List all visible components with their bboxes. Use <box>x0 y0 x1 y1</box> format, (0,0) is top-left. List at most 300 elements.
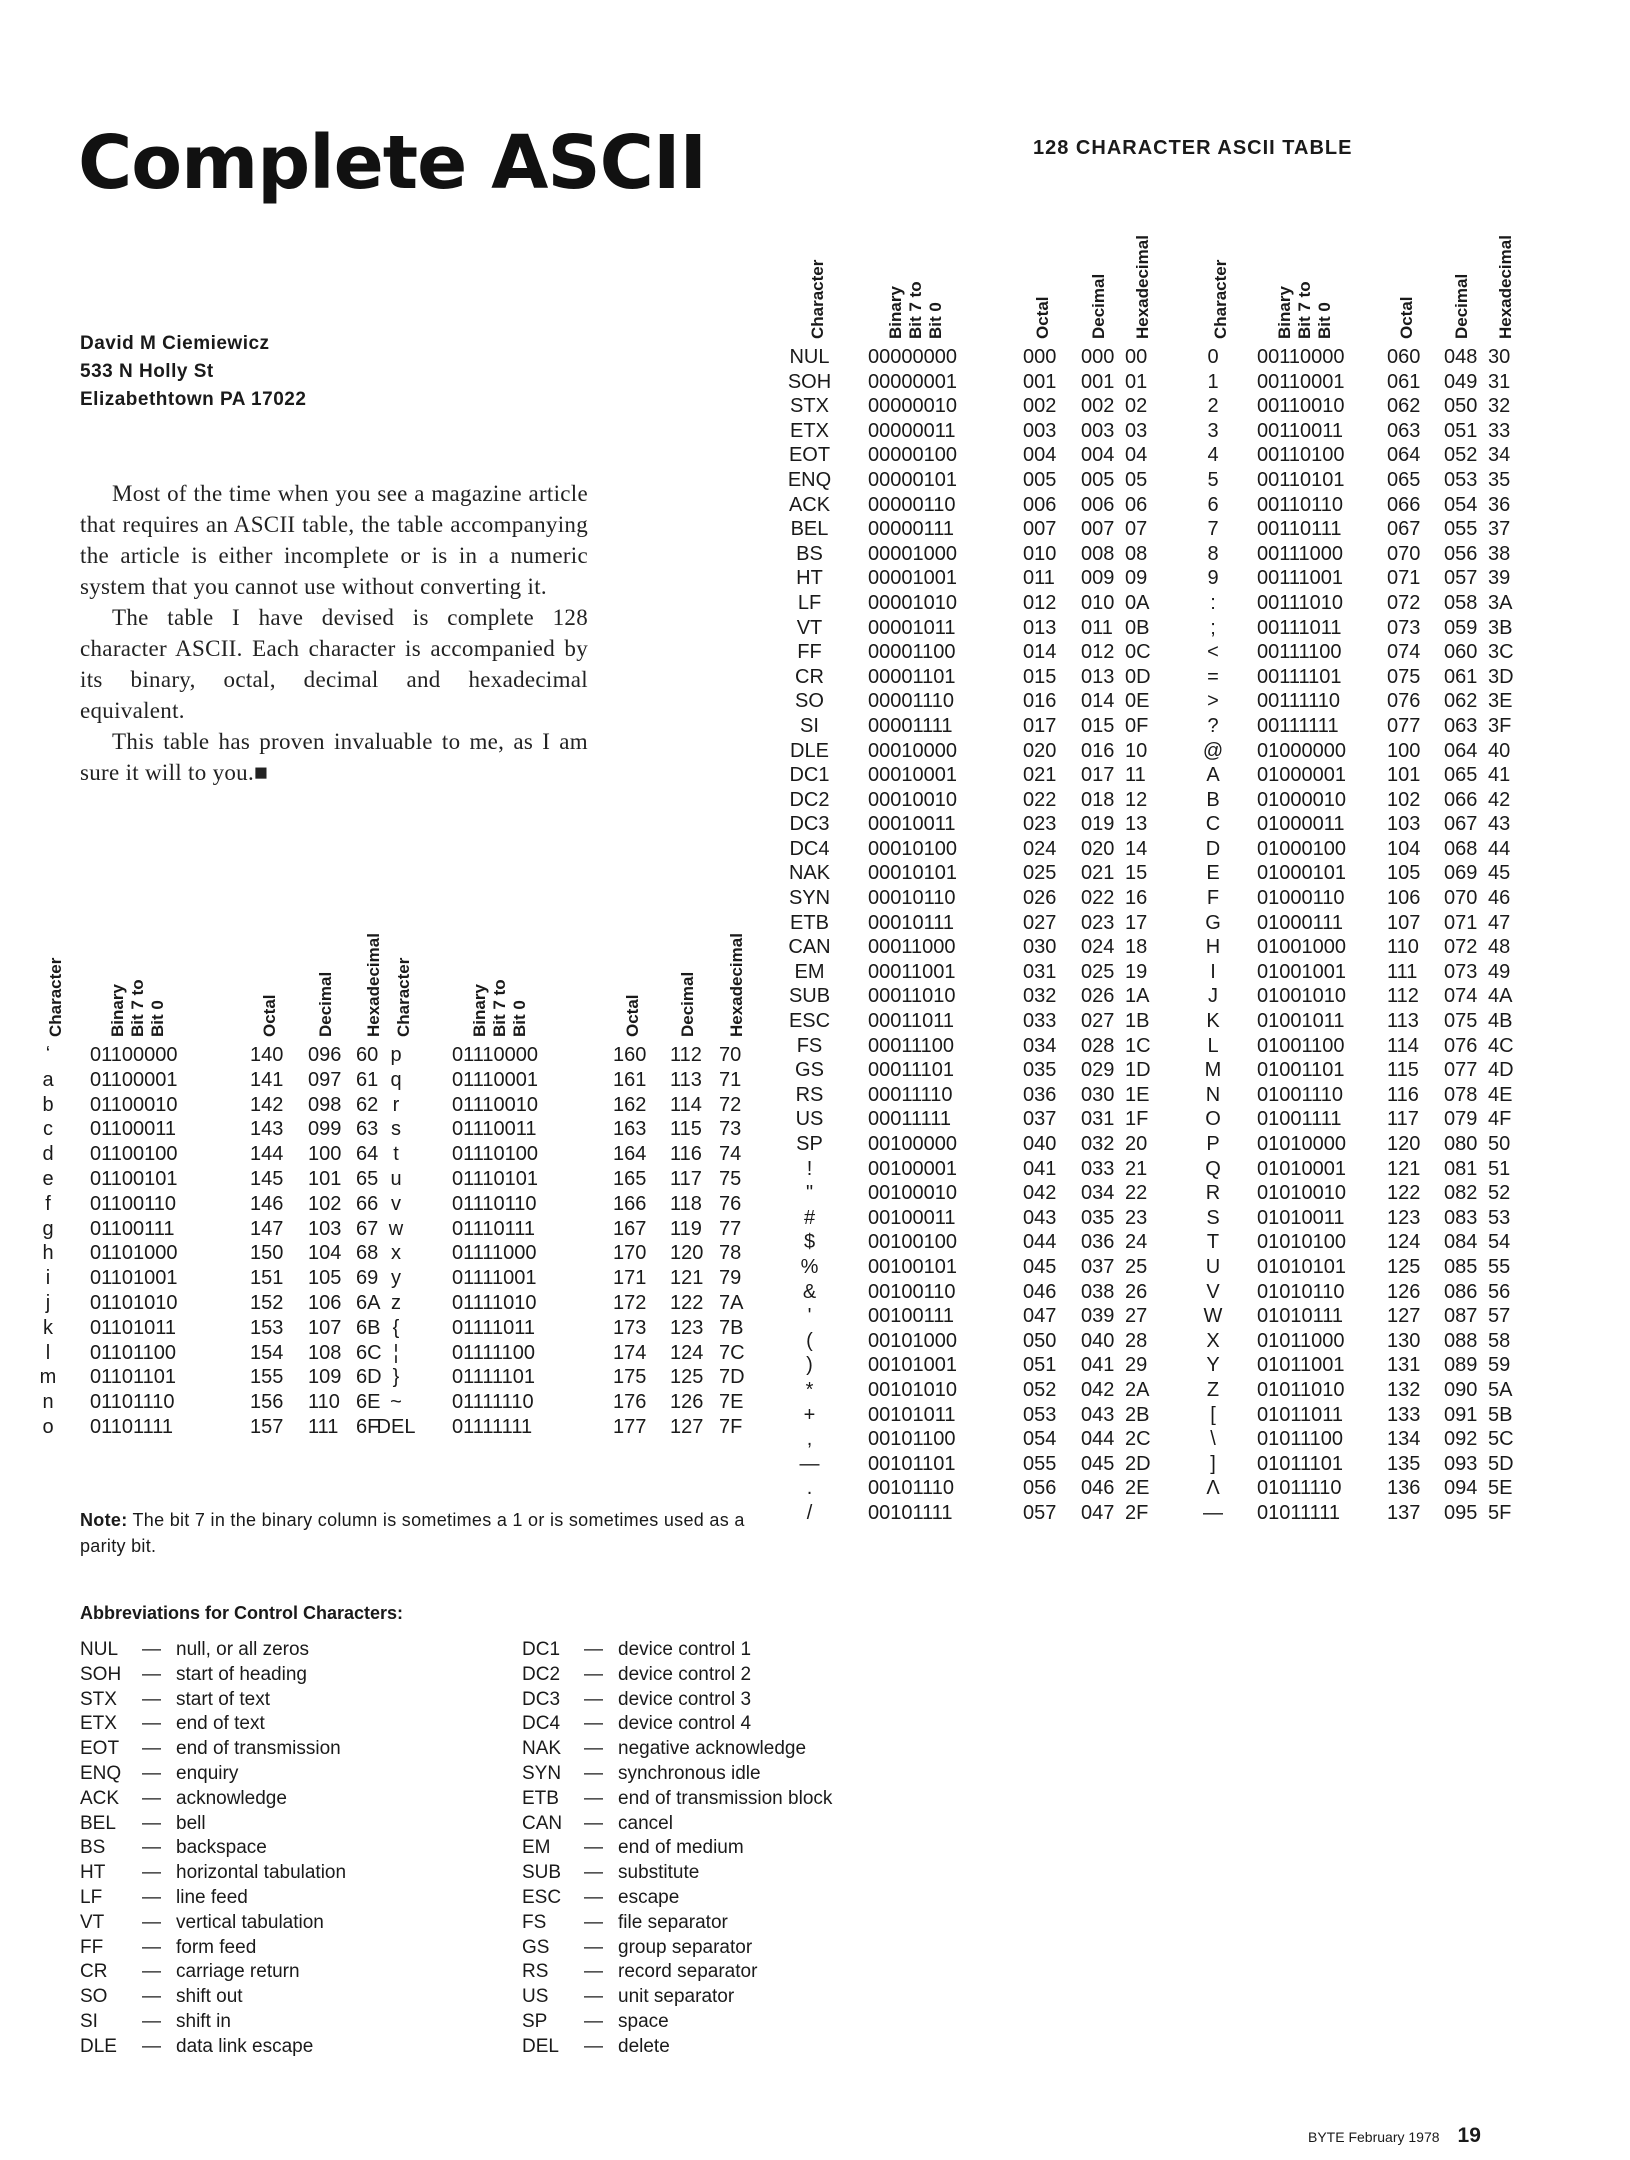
cell-hexadecimal: 45 <box>1488 862 1511 885</box>
ascii-row <box>16 1192 396 1217</box>
cell-octal: 111 <box>1387 960 1418 983</box>
cell-octal: 133 <box>1387 1403 1421 1426</box>
cell-binary: 00100111 <box>868 1305 955 1328</box>
column-header-character: Character <box>1211 259 1230 339</box>
cell-octal: 077 <box>1387 714 1421 737</box>
ascii-row <box>761 419 1165 444</box>
ascii-row <box>761 739 1165 764</box>
cell-decimal: 103 <box>308 1217 342 1240</box>
ascii-row <box>1179 1058 1528 1083</box>
cell-decimal: 124 <box>670 1341 704 1364</box>
cell-hexadecimal: 6D <box>356 1366 382 1389</box>
cell-binary: 01000100 <box>1257 837 1346 860</box>
abbreviation-row <box>80 1911 346 1936</box>
cell-character: I <box>1210 960 1216 983</box>
cell-character: B <box>1206 788 1220 811</box>
author-street: 533 N Holly St <box>80 361 214 382</box>
cell-hexadecimal: 05 <box>1125 468 1148 491</box>
cell-octal: 043 <box>1023 1206 1057 1229</box>
abbreviation-dash: — <box>584 1762 603 1784</box>
cell-character: V <box>1206 1280 1220 1303</box>
cell-binary: 00101000 <box>868 1329 957 1352</box>
cell-binary: 01000010 <box>1257 788 1346 811</box>
column-header-octal: Octal <box>1397 296 1416 339</box>
ascii-row <box>761 714 1165 739</box>
abbreviation-row <box>522 1911 832 1936</box>
cell-hexadecimal: 3B <box>1488 616 1513 639</box>
cell-hexadecimal: 39 <box>1488 567 1511 590</box>
cell-character: C <box>1205 813 1221 836</box>
cell-character: ~ <box>390 1391 402 1414</box>
cell-octal: 056 <box>1023 1477 1057 1500</box>
cell-octal: 115 <box>1387 1059 1419 1082</box>
abbreviation-code: HT <box>80 1862 106 1884</box>
ascii-row <box>16 1217 396 1242</box>
ascii-row <box>16 1291 396 1316</box>
abbreviation-dash: — <box>584 2010 603 2032</box>
cell-character: d <box>42 1143 54 1166</box>
column-headers <box>761 165 1165 345</box>
cell-octal: 135 <box>1387 1452 1421 1475</box>
cell-octal: 136 <box>1387 1477 1421 1500</box>
abbreviation-dash: — <box>142 1688 161 1710</box>
cell-octal: 150 <box>250 1242 284 1265</box>
table-heading: 128 CHARACTER ASCII TABLE <box>1033 137 1353 159</box>
cell-decimal: 111 <box>308 1415 339 1438</box>
cell-decimal: 037 <box>1081 1255 1115 1278</box>
cell-decimal: 059 <box>1444 616 1478 639</box>
cell-octal: 155 <box>250 1366 284 1389</box>
cell-character: ¦ <box>393 1341 399 1364</box>
abbreviation-dash: — <box>584 1911 603 1933</box>
cell-character: DEL <box>376 1415 416 1438</box>
cell-binary: 01100000 <box>90 1044 178 1066</box>
cell-decimal: 015 <box>1081 714 1115 737</box>
cell-character: SP <box>796 1133 823 1155</box>
cell-octal: 074 <box>1387 641 1421 664</box>
abbreviation-code: FF <box>80 1936 104 1958</box>
cell-character: 6 <box>1207 493 1219 516</box>
cell-character: SOH <box>787 370 832 393</box>
cell-binary: 00110001 <box>1257 370 1345 393</box>
cell-octal: 006 <box>1023 493 1057 516</box>
abbreviation-row <box>80 1638 346 1663</box>
abbreviation-code: ESC <box>522 1886 562 1908</box>
cell-binary: 01001111 <box>1257 1108 1342 1131</box>
cell-decimal: 117 <box>670 1167 702 1190</box>
cell-binary: 01110010 <box>452 1093 539 1116</box>
cell-decimal: 008 <box>1081 542 1115 565</box>
cell-octal: 026 <box>1023 887 1057 910</box>
cell-character: P <box>1206 1133 1220 1155</box>
cell-binary: 00111010 <box>1257 591 1344 614</box>
cell-decimal: 018 <box>1081 788 1115 811</box>
ascii-row <box>761 1255 1165 1280</box>
cell-binary: 00010001 <box>868 764 957 787</box>
cell-character: p <box>390 1044 402 1066</box>
cell-hexadecimal: 6E <box>356 1391 381 1414</box>
ascii-row <box>16 1043 396 1068</box>
ascii-row <box>1179 665 1528 690</box>
ascii-row <box>1179 1181 1528 1206</box>
ascii-row <box>16 1142 396 1167</box>
cell-binary: 00010010 <box>868 788 957 811</box>
publication-name: BYTE February 1978 <box>1308 2129 1440 2145</box>
cell-character: ENQ <box>787 468 832 491</box>
note-label: Note: <box>80 1510 128 1530</box>
cell-hexadecimal: 10 <box>1125 739 1148 762</box>
cell-character: ? <box>1207 714 1219 737</box>
cell-binary: 00101111 <box>868 1501 953 1524</box>
cell-binary: 00001110 <box>868 690 955 713</box>
abbreviation-row <box>80 2010 346 2035</box>
cell-character: R <box>1205 1182 1221 1205</box>
parity-note <box>80 1507 770 1559</box>
cell-character: SYN <box>788 887 831 910</box>
ascii-row <box>1179 1501 1528 1526</box>
ascii-row <box>1179 1132 1528 1157</box>
ascii-row <box>16 1266 396 1291</box>
abbreviation-dash: — <box>584 1986 603 2008</box>
cell-binary: 00011111 <box>868 1108 952 1131</box>
cell-hexadecimal: 1A <box>1125 985 1150 1008</box>
cell-binary: 01000011 <box>1257 813 1345 836</box>
cell-binary: 00101011 <box>868 1403 956 1426</box>
cell-octal: 116 <box>1387 1083 1419 1106</box>
column-headers <box>16 863 396 1043</box>
cell-binary: 00100101 <box>868 1255 957 1278</box>
cell-character: LF <box>797 591 822 614</box>
cell-hexadecimal: 42 <box>1488 788 1511 811</box>
cell-octal: 167 <box>613 1217 647 1240</box>
ascii-row <box>761 665 1165 690</box>
cell-decimal: 045 <box>1081 1452 1115 1475</box>
ascii-row <box>350 1266 759 1291</box>
cell-octal: 044 <box>1023 1231 1057 1254</box>
abbreviation-dash: — <box>142 1762 161 1784</box>
article-body <box>80 478 588 788</box>
cell-octal: 123 <box>1387 1206 1421 1229</box>
cell-binary: 01100101 <box>90 1167 178 1190</box>
cell-octal: 067 <box>1387 518 1421 541</box>
cell-binary: 01001011 <box>1257 1010 1345 1033</box>
abbreviation-row <box>80 2035 346 2060</box>
abbreviation-code: STX <box>80 1688 117 1710</box>
cell-hexadecimal: 59 <box>1488 1354 1511 1377</box>
cell-hexadecimal: 67 <box>356 1217 379 1240</box>
ascii-row <box>350 1142 759 1167</box>
cell-hexadecimal: 0D <box>1125 665 1151 688</box>
ascii-row <box>761 1230 1165 1255</box>
cell-octal: 130 <box>1387 1329 1421 1352</box>
cell-octal: 171 <box>613 1267 647 1290</box>
ascii-row <box>761 1378 1165 1403</box>
cell-binary: 00011110 <box>868 1083 953 1106</box>
cell-character: Q <box>1205 1157 1221 1180</box>
cell-binary: 00011100 <box>868 1034 955 1057</box>
cell-binary: 00100100 <box>868 1231 957 1254</box>
cell-character: HT <box>796 567 823 590</box>
abbreviation-meaning: negative acknowledge <box>618 1738 807 1760</box>
cell-hexadecimal: 06 <box>1125 493 1148 516</box>
abbreviation-meaning: end of text <box>176 1713 265 1735</box>
cell-character: M <box>1204 1059 1222 1082</box>
cell-octal: 164 <box>613 1143 647 1166</box>
cell-binary: 00001010 <box>868 591 957 614</box>
cell-decimal: 030 <box>1081 1083 1115 1106</box>
abbreviation-row <box>522 1663 832 1688</box>
cell-octal: 160 <box>613 1044 647 1066</box>
cell-hexadecimal: 73 <box>719 1118 742 1141</box>
abbreviation-meaning: null, or all zeros <box>176 1639 310 1660</box>
cell-character: 2 <box>1207 395 1219 418</box>
ascii-row <box>761 861 1165 886</box>
cell-octal: 122 <box>1387 1182 1421 1205</box>
cell-decimal: 011 <box>1081 616 1113 639</box>
cell-decimal: 078 <box>1444 1083 1478 1106</box>
cell-character: S <box>1206 1206 1220 1229</box>
abbreviation-row <box>80 1737 346 1762</box>
abbreviation-row <box>80 1787 346 1812</box>
cell-hexadecimal: 7C <box>719 1341 745 1364</box>
abbreviation-meaning: device control 4 <box>618 1713 752 1735</box>
cell-character: 3 <box>1207 419 1219 442</box>
ascii-row <box>761 616 1165 641</box>
note-text: The bit 7 in the binary column is sometimes a 1 or is sometimes used as a parity bit. <box>80 1510 745 1556</box>
cell-decimal: 098 <box>308 1093 342 1116</box>
cell-octal: 023 <box>1023 813 1057 836</box>
cell-decimal: 123 <box>670 1316 704 1339</box>
ascii-row <box>1179 1083 1528 1108</box>
cell-hexadecimal: 24 <box>1125 1231 1148 1254</box>
cell-decimal: 035 <box>1081 1206 1115 1229</box>
ascii-row <box>1179 1255 1528 1280</box>
cell-character: CAN <box>788 936 831 959</box>
cell-binary: 01101100 <box>90 1341 177 1364</box>
abbreviation-meaning: device control 2 <box>618 1663 752 1685</box>
cell-hexadecimal: 26 <box>1125 1280 1148 1303</box>
cell-hexadecimal: 31 <box>1488 370 1511 393</box>
cell-character: o <box>42 1415 54 1438</box>
abbreviation-dash: — <box>584 1663 603 1685</box>
cell-character: m <box>39 1366 57 1389</box>
cell-binary: 00101100 <box>868 1428 956 1451</box>
cell-character: Λ <box>1206 1477 1220 1500</box>
cell-character: . <box>806 1477 813 1500</box>
ascii-row <box>16 1365 396 1390</box>
cell-octal: 102 <box>1387 788 1421 811</box>
cell-hexadecimal: 15 <box>1125 862 1148 885</box>
cell-binary: 01000110 <box>1257 887 1345 910</box>
abbreviation-dash: — <box>142 1886 161 1908</box>
cell-hexadecimal: 62 <box>356 1093 379 1116</box>
cell-decimal: 125 <box>670 1366 704 1389</box>
cell-binary: 00000000 <box>868 346 957 368</box>
ascii-row <box>350 1415 759 1440</box>
cell-hexadecimal: 25 <box>1125 1255 1148 1278</box>
cell-decimal: 069 <box>1444 862 1478 885</box>
cell-binary: 00011101 <box>868 1059 955 1082</box>
cell-decimal: 010 <box>1081 591 1115 614</box>
ascii-row <box>761 370 1165 395</box>
abbreviation-row <box>80 1960 346 1985</box>
cell-decimal: 101 <box>308 1167 342 1190</box>
cell-character: : <box>1210 591 1216 614</box>
cell-decimal: 075 <box>1444 1010 1478 1033</box>
cell-hexadecimal: 6F <box>356 1415 380 1438</box>
cell-decimal: 112 <box>670 1044 702 1066</box>
cell-character: f <box>45 1192 51 1215</box>
ascii-row <box>1179 1329 1528 1354</box>
cell-binary: 01010010 <box>1257 1182 1346 1205</box>
ascii-row <box>350 1341 759 1366</box>
cell-octal: 061 <box>1387 370 1421 393</box>
cell-hexadecimal: 37 <box>1488 518 1511 541</box>
cell-octal: 110 <box>1387 936 1419 959</box>
cell-binary: 01111100 <box>452 1341 536 1364</box>
cell-hexadecimal: 2C <box>1125 1428 1151 1451</box>
abbreviation-dash: — <box>584 1688 603 1710</box>
cell-octal: 027 <box>1023 911 1057 934</box>
cell-binary: 01100011 <box>90 1118 177 1141</box>
cell-character: — <box>799 1452 820 1475</box>
ascii-row <box>1179 960 1528 985</box>
cell-binary: 01011101 <box>1257 1452 1344 1475</box>
cell-octal: 065 <box>1387 468 1421 491</box>
cell-hexadecimal: 55 <box>1488 1255 1511 1278</box>
cell-octal: 156 <box>250 1391 284 1414</box>
cell-binary: 01001100 <box>1257 1034 1345 1057</box>
cell-hexadecimal: 32 <box>1488 395 1511 418</box>
cell-octal: 152 <box>250 1291 284 1314</box>
cell-decimal: 077 <box>1444 1059 1478 1082</box>
cell-character: ! <box>806 1157 813 1180</box>
cell-hexadecimal: 36 <box>1488 493 1511 516</box>
abbreviation-dash: — <box>142 1663 161 1685</box>
ascii-row <box>1179 763 1528 788</box>
abbreviation-dash: — <box>142 1837 161 1859</box>
cell-decimal: 109 <box>308 1366 342 1389</box>
cell-character: 5 <box>1207 468 1219 491</box>
cell-octal: 053 <box>1023 1403 1057 1426</box>
cell-binary: 00001111 <box>868 714 953 737</box>
cell-hexadecimal: 54 <box>1488 1231 1511 1254</box>
ascii-row <box>1179 394 1528 419</box>
cell-hexadecimal: 60 <box>356 1044 379 1066</box>
author-name: David M Ciemiewicz <box>80 333 270 354</box>
cell-binary: 01011011 <box>1257 1403 1344 1426</box>
cell-character: * <box>805 1378 814 1401</box>
cell-character: H <box>1205 936 1221 959</box>
article-title: Complete ASCII <box>78 120 707 206</box>
ascii-row <box>1179 640 1528 665</box>
cell-hexadecimal: 7E <box>719 1391 744 1414</box>
cell-binary: 00100001 <box>868 1157 957 1180</box>
cell-decimal: 089 <box>1444 1354 1478 1377</box>
ascii-row <box>350 1241 759 1266</box>
cell-character: i <box>45 1267 51 1290</box>
cell-octal: 042 <box>1023 1182 1057 1205</box>
cell-character: W <box>1203 1305 1223 1328</box>
cell-binary: 00011011 <box>868 1010 955 1033</box>
cell-decimal: 082 <box>1444 1182 1478 1205</box>
cell-hexadecimal: 30 <box>1488 346 1511 368</box>
cell-binary: 00010110 <box>868 887 956 910</box>
cell-hexadecimal: 3A <box>1488 591 1513 614</box>
cell-hexadecimal: 7F <box>719 1415 743 1438</box>
abbreviation-code: ENQ <box>80 1762 122 1784</box>
abbreviation-meaning: data link escape <box>176 2035 314 2057</box>
cell-decimal: 079 <box>1444 1108 1478 1131</box>
cell-hexadecimal: 01 <box>1125 370 1148 393</box>
cell-binary: 00100011 <box>868 1206 956 1229</box>
abbreviation-row <box>522 1861 832 1886</box>
cell-character: DC2 <box>789 788 830 811</box>
abbreviation-meaning: escape <box>618 1886 680 1908</box>
cell-decimal: 004 <box>1081 444 1115 467</box>
cell-binary: 01010111 <box>1257 1305 1344 1328</box>
abbreviation-code: SI <box>80 2010 98 2032</box>
abbreviation-dash: — <box>142 1787 161 1809</box>
abbreviation-meaning: horizontal tabulation <box>176 1862 347 1884</box>
cell-binary: 01101101 <box>90 1366 177 1389</box>
cell-binary: 00000011 <box>868 419 956 442</box>
cell-octal: 060 <box>1387 346 1421 368</box>
cell-character: SO <box>795 690 824 713</box>
cell-octal: 153 <box>250 1316 284 1339</box>
cell-decimal: 054 <box>1444 493 1478 516</box>
ascii-row <box>761 886 1165 911</box>
cell-hexadecimal: 2E <box>1125 1477 1150 1500</box>
abbreviation-meaning: device control 3 <box>618 1688 752 1710</box>
cell-decimal: 027 <box>1081 1010 1115 1033</box>
cell-decimal: 115 <box>670 1118 702 1141</box>
cell-hexadecimal: 13 <box>1125 813 1148 836</box>
cell-character: STX <box>790 395 829 418</box>
ascii-row <box>1179 812 1528 837</box>
abbreviation-dash: — <box>584 2035 603 2057</box>
cell-binary: 01010011 <box>1257 1206 1345 1229</box>
abbreviation-row <box>522 2010 832 2035</box>
cell-hexadecimal: 66 <box>356 1192 379 1215</box>
abbreviation-code: SYN <box>522 1762 562 1784</box>
cell-octal: 127 <box>1387 1305 1421 1328</box>
cell-hexadecimal: 41 <box>1488 764 1511 787</box>
abbreviation-row <box>522 2035 832 2060</box>
cell-decimal: 019 <box>1081 813 1115 836</box>
cell-octal: 030 <box>1023 936 1057 959</box>
cell-decimal: 028 <box>1081 1034 1115 1057</box>
cell-hexadecimal: 5D <box>1488 1452 1514 1475</box>
cell-decimal: 007 <box>1081 518 1115 541</box>
cell-hexadecimal: 57 <box>1488 1305 1511 1328</box>
cell-hexadecimal: 1F <box>1125 1108 1149 1131</box>
cell-hexadecimal: 56 <box>1488 1280 1511 1303</box>
ascii-row <box>1179 1378 1528 1403</box>
ascii-row <box>761 1501 1165 1526</box>
cell-decimal: 056 <box>1444 542 1478 565</box>
cell-decimal: 013 <box>1081 665 1115 688</box>
cell-hexadecimal: 72 <box>719 1093 742 1116</box>
cell-hexadecimal: 5C <box>1488 1428 1514 1451</box>
cell-binary: 01000111 <box>1257 911 1344 934</box>
cell-hexadecimal: 49 <box>1488 960 1511 983</box>
abbreviation-row <box>522 1737 832 1762</box>
cell-binary: 01011001 <box>1257 1354 1345 1377</box>
cell-character: [ <box>1210 1403 1216 1426</box>
column-header-hexadecimal: Hexadecimal <box>1496 235 1515 339</box>
abbreviation-dash: — <box>584 1713 603 1735</box>
